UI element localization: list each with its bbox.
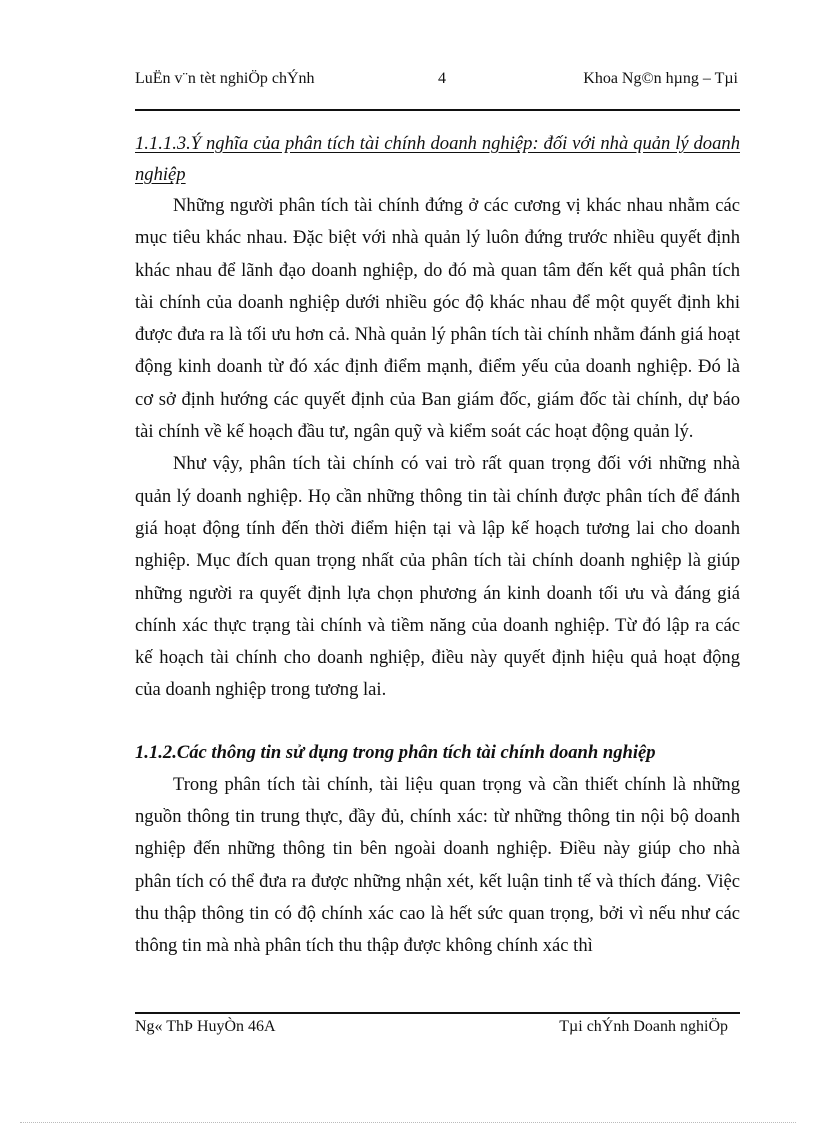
section-heading-1113: 1.1.1.3.Ý nghĩa của phân tích tài chính doanh nghiệp: đối với nhà quản lý doanh nghiệp (135, 133, 740, 185)
header-rule (135, 109, 740, 111)
paragraph: Như vậy, phân tích tài chính có vai trò rất quan trọng đối với những nhà quản lý doanh nghiệp. Họ cần những thông tin tài chính được phân tích để đánh giá hoạt động tính đến thời điểm hiện tại và lập kế hoạch tương lai cho doanh nghiệp. Mục đích quan trọng nhất của phân tích tài chính doanh nghiệp là giúp những người ra quyết định lựa chọn phương án kinh doanh tối ưu và đáng giá chính xác thực trạng tài chính và tiềm năng của doanh nghiệp. Từ đó lập ra các kế hoạch tài chính cho doanh nghiệp, điều này quyết định hiệu quả hoạt động của doanh nghiệp trong tương lai. (135, 453, 740, 701)
footer-author: Ng« ThÞ HuyÒn 46A (135, 1018, 276, 1035)
page-number: 4 (438, 70, 446, 87)
section-heading-112: 1.1.2.Các thông tin sử dụng trong phân tích tài chính doanh nghiệp (135, 741, 656, 763)
paragraph: Trong phân tích tài chính, tài liệu quan trọng và cần thiết chính là những nguồn thông tin trung thực, đầy đủ, chính xác: từ những thông tin nội bộ doanh nghiệp đến những thông tin bên ngoài doanh nghiệp. Điều này giúp cho nhà phân tích có thể đưa ra được những nhận xét, kết luận tinh tế và thích đáng. Việc thu thập thông tin có độ chính xác cao là hết sức quan trọng, bởi vì nếu như các thông tin mà nhà phân tích thu thập được không chính xác thì (135, 773, 740, 957)
footer-rule (135, 1012, 740, 1014)
paragraph: Những người phân tích tài chính đứng ở các cương vị khác nhau nhằm các mục tiêu khác nhau. Đặc biệt với nhà quản lý luôn đứng trước nhiều quyết định khác nhau để lãnh đạo doanh nghiệp, do đó mà quan tâm đến kết quả phân tích tài chính của doanh nghiệp dưới nhiều góc độ khác nhau để một quyết định khi được đưa ra là tối ưu hơn cả. Nhà quản lý phân tích tài chính nhằm đánh giá hoạt động kinh doanh từ đó xác định điểm mạnh, điểm yếu của doanh nghiệp. Đó là cơ sở định hướng các quyết định của Ban giám đốc, giám đốc tài chính, dự báo tài chính về kế hoạch đầu tư, ngân quỹ và kiểm soát các hoạt động quản lý. (135, 195, 740, 443)
header-thesis-title: LuËn v¨n tèt nghiÖp chÝnh (135, 70, 315, 87)
page-body (135, 128, 740, 963)
header-faculty: Khoa Ng©n hµng – Tµi (583, 70, 738, 87)
footer-department: Tµi chÝnh Doanh nghiÖp (559, 1018, 728, 1035)
